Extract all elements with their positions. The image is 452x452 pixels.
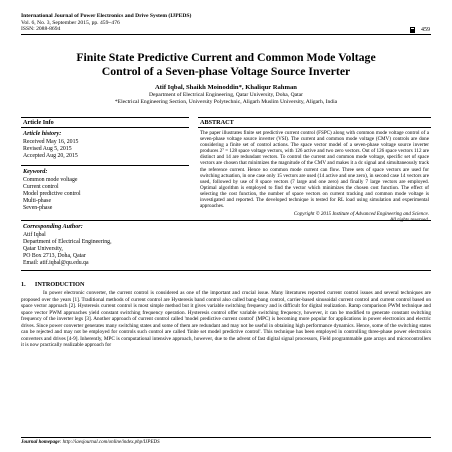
keyword-item: Multi-phase [23,198,52,204]
journal-issn: ISSN: 2088-8694 [21,26,61,33]
corresponding-line: PO Box 2713, Doha, Qatar [23,253,86,259]
corresponding-line: Qatar University, [23,246,63,252]
journal-name: International Journal of Power Electronics and Drive System (IJPEDS) [21,13,192,19]
corresponding-heading: Corresponding Author: [23,223,83,230]
copyright-line-1: Copyright © 2015 Institute of Advanced Engineering and Science. [293,211,429,218]
introduction-text: In power electronic converter, the current control is considered as one of the important and crucial issue. Many literatures reported current control issues and several techniques are proposed over the years [1]. Traditional methods of current control are Hysteresis band control also called bang-bang control, carrier-based sinusoidal current control and current control based on space vector approach [2]. Hysteresis current control is most simple method but it gives variable switching frequency and is difficult for digital realization. Ramp comparison PWM technique and space vector PWM approaches yield constant switching frequency operation. Hysteresis control offer variable switching frequency, however, it can be modified to generate constant switching frequency of the inverter legs [3]. Another approach of current control called 'model predictive current control' (MPC) is becoming more popular for applications in power electronics and electric drives. Since power converter generates many switching states and some of them are redundant and may not be useful in obtaining high performance dynamics. Hence, some of the switching states can be rejected and may not be employed for controls such control are called 'finite set model predictive control'. This technique has been employed in controlling three-phase power electronics converters and drives [4-9]. Inherently, MPC is computational intensive approach, however, due to the advent of fast digital signal processors, Field programmable gate arrays and microcontrollers it is now practically realizable approach for [21,290,431,349]
keyword-item: Common mode voltage [23,177,78,183]
journal-footer [21,440,160,445]
corresponding-author [21,220,431,271]
footer-label: Journal homepage [21,440,60,445]
article-info-heading: Article Info [23,119,54,126]
keyword-heading: Keyword: [23,168,48,175]
document-icon [410,27,415,33]
journal-header [21,13,191,33]
page-number: 459 [421,27,430,33]
corresponding-line: Atif Iqbal [23,232,46,238]
header-rule [21,34,431,35]
title-line-1: Finite State Predictive Current and Common Mode Voltage [76,50,376,64]
journal-volume: Vol. 6, No. 3, September 2015, pp. 459~476 [21,19,120,26]
history-received: Received May 16, 2015 [23,139,79,145]
history-accepted: Accepted Aug 20, 2015 [23,153,78,159]
affiliation-2: *Electrical Engineering Section, University Polytechnic, Aligarh Muslim University, Aligarh, India [114,99,338,105]
title-line-2: Control of a Seven-phase Voltage Source Inverter [101,64,351,78]
footer-rule [21,437,431,438]
affiliation-1: Department of Electrical Engineering, Qatar University, Doha, Qatar [148,92,304,98]
paper-title [21,50,431,78]
footer-url[interactable]: : http://iaesjournal.com/online/index.php/IJPEDS [59,440,160,445]
copyright-line-2: All rights reserved. [390,217,429,224]
keyword-item: Seven-phase [23,205,53,211]
abstract-text: The paper illustrates finite set predictive current control (FSPC) along with common mode voltage control of a seven-phase voltage source inverter (VSI). The current and common mode voltage (CMV) controls are done considering a finite set of control actions. The space vector model of a seven-phase voltage source inverter produces 2⁷ = 128 space voltage vectors, with 126 active and two zero vectors. Out of 126 space vectors 112 are distinct and 14 are redundant vectors. To control the current and common mode voltage, specific set of space vectors are chosen that minimizes the magnitude of the CMV and makes it a dc signal and simultaneously track the reference current. Hence no common mode current can flow. Three sets of space vectors are used for switching actuation, in one case only 15 vectors are used (14 active and one zero), in second case 14 vectors are used, followed by use of 8 space vectors (7 large and one zero) and finally 7 large vectors are employed. Optimal algorithm is employed to find the vector which minimizes the chosen cost function. The effect of selecting the cost function, the number of space vectors on current tracking and common mode voltage is investigated and reported. The developed technique is tested for RL load using simulation and experimental approaches. [200,130,429,210]
article-info-box [21,117,189,212]
authors: Atif Iqbal, Shaikh Moinoddin*, Khaliqur Rahman [155,84,297,91]
abstract-box [198,117,431,224]
keyword-item: Current control [23,184,59,190]
corresponding-email: Email: atif.iqbal@qu.edu.qa [23,260,89,266]
corresponding-line: Department of Electrical Engineering, [23,239,112,245]
history-revised: Revised Aug 5, 2015 [23,146,72,152]
introduction-heading: 1. INTRODUCTION [21,281,85,288]
article-history-heading: Article history: [23,130,62,137]
keyword-item: Model predictive control [23,191,81,197]
page-number-area [410,27,430,33]
abstract-heading: ABSTRACT [200,119,234,126]
